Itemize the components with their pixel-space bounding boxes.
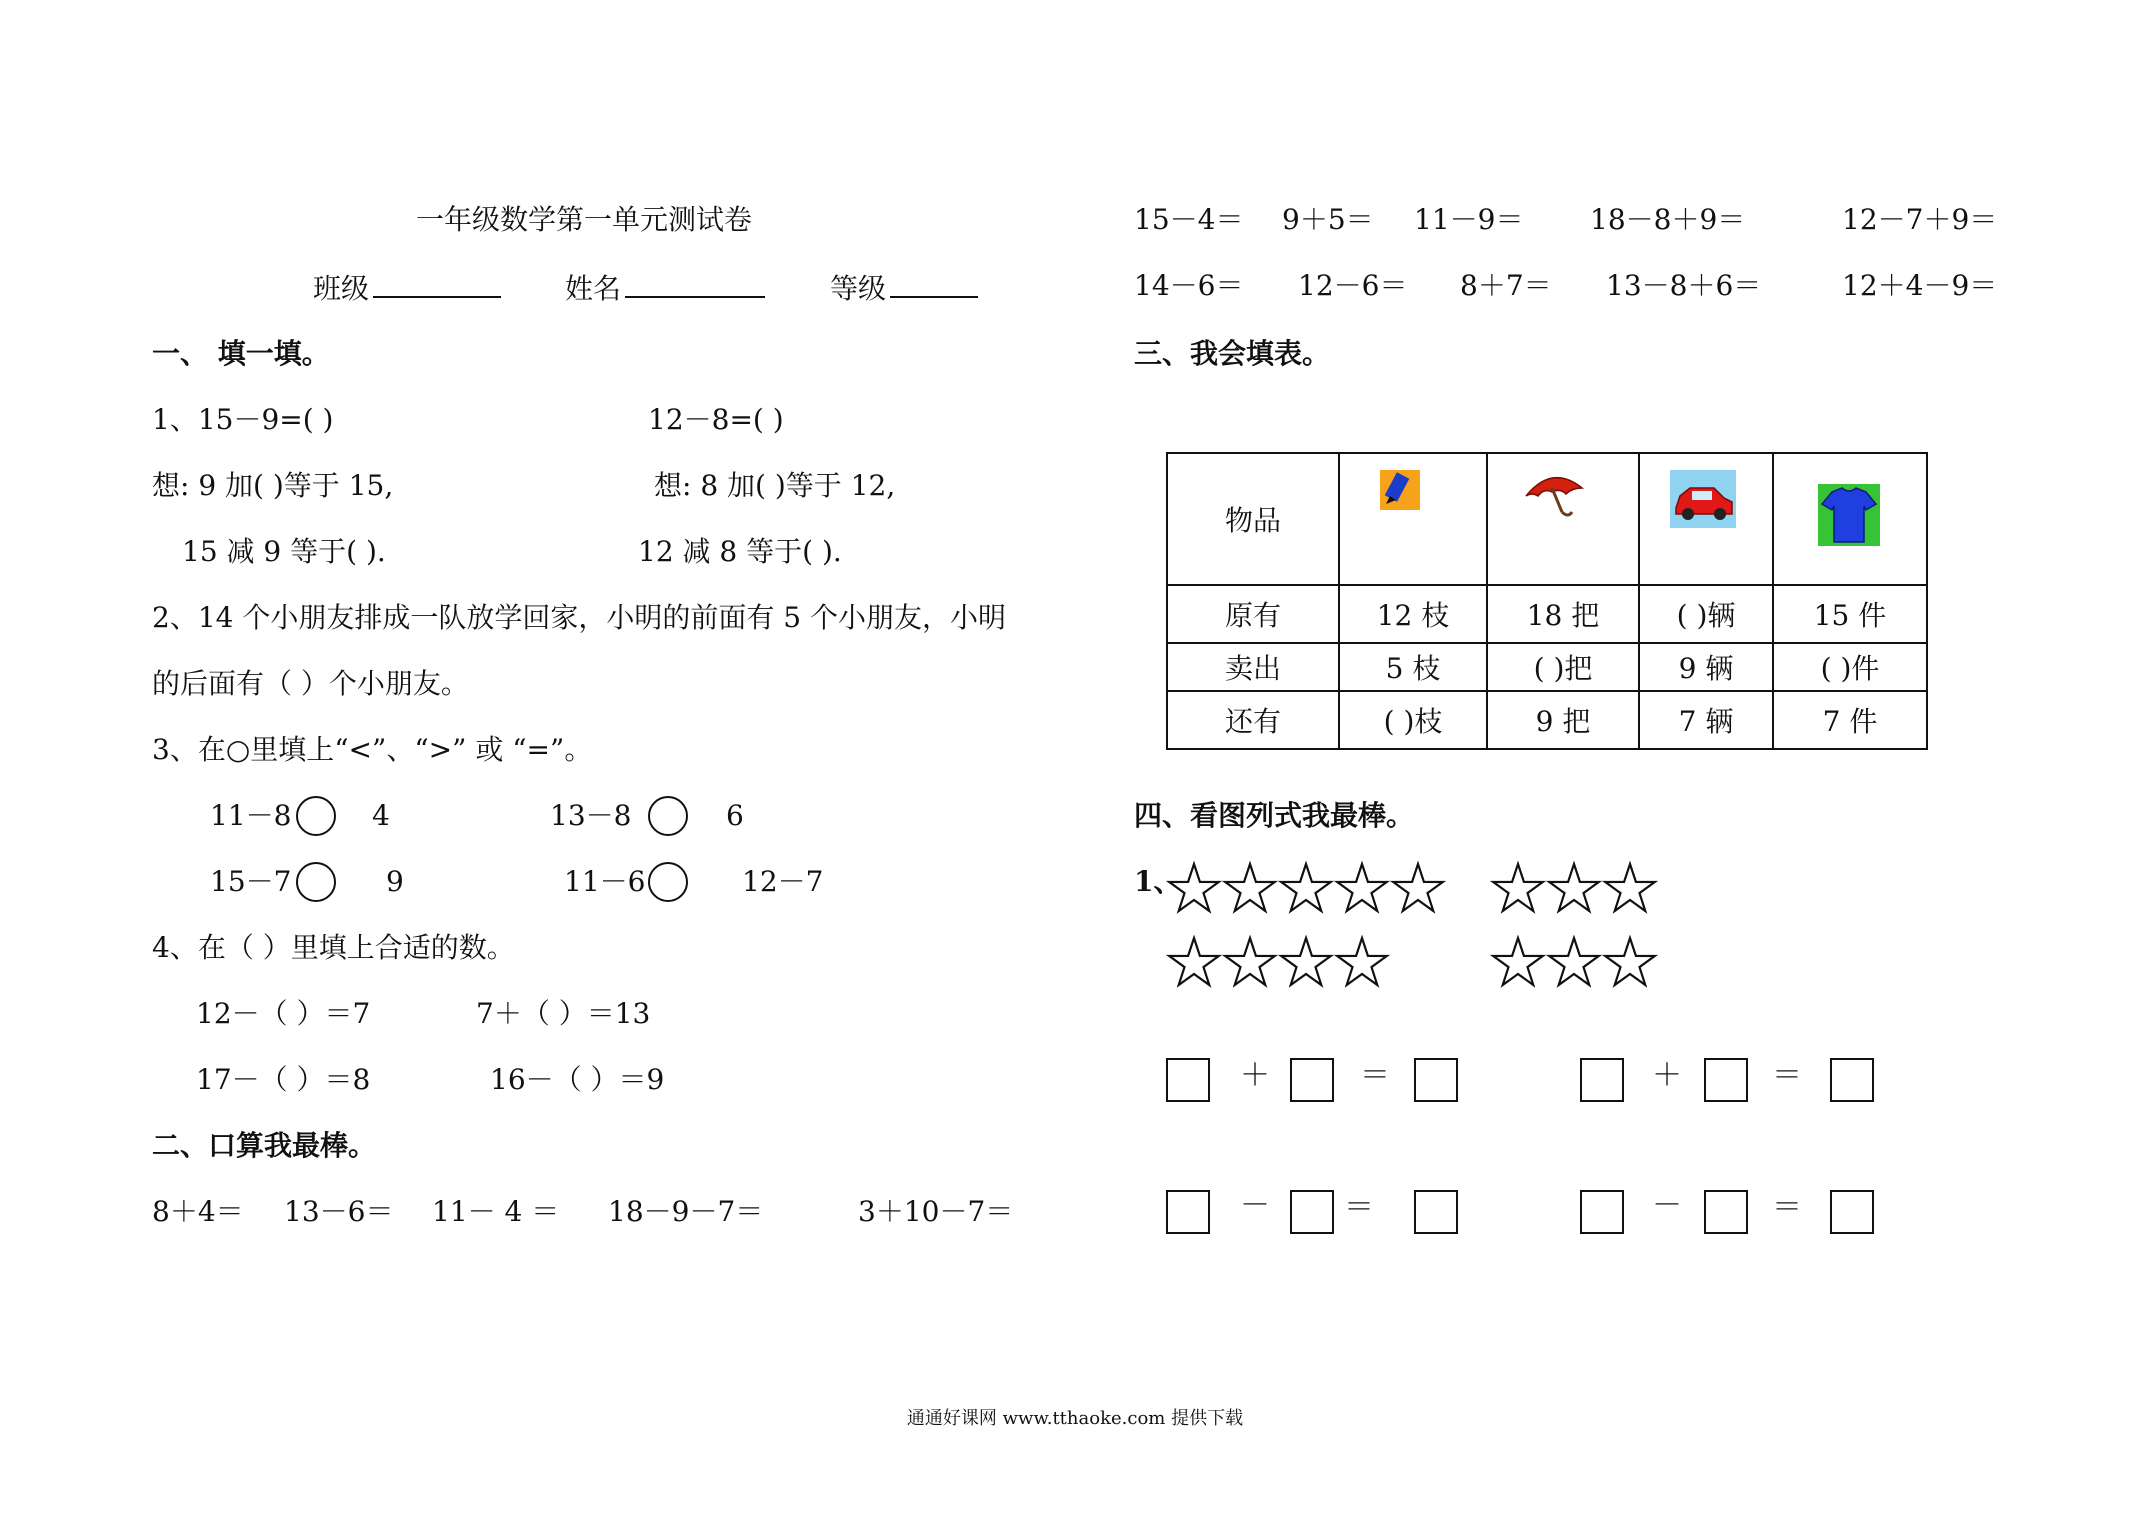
star-icon	[1166, 860, 1222, 920]
answer-box[interactable]	[1414, 1058, 1458, 1102]
pencil-icon	[1380, 470, 1420, 510]
compare-3-right: 9	[386, 865, 404, 898]
star-icon	[1334, 934, 1390, 994]
section-2-heading: 二、口算我最棒。	[152, 1129, 377, 1162]
equals-sign: ＝	[1772, 1058, 1802, 1093]
table-cell: 5 枝	[1339, 643, 1487, 691]
answer-box[interactable]	[1704, 1190, 1748, 1234]
fill-1: 12－（ ）＝7	[196, 997, 371, 1030]
star-icon	[1278, 934, 1334, 994]
q4-instruction: 4、在（ ）里填上合适的数。	[152, 931, 515, 964]
star-icon	[1334, 860, 1390, 920]
star-icon	[1546, 934, 1602, 994]
q1-label: 1、	[1134, 865, 1182, 898]
class-blank[interactable]	[373, 268, 501, 298]
compare-3-left: 15－7	[210, 865, 292, 898]
table-row	[1167, 453, 1927, 585]
star-icon	[1278, 860, 1334, 920]
footer-credit: 通通好课网 www.tthaoke.com 提供下载	[906, 1408, 1244, 1429]
table-header-label: 物品	[1167, 453, 1339, 585]
star-icon	[1490, 860, 1546, 920]
mental-math-1: 8＋4＝	[152, 1195, 244, 1228]
compare-2-left: 13－8	[550, 799, 632, 832]
table-cell[interactable]: ( )枝	[1339, 691, 1487, 749]
fill-3: 17－（ ）＝8	[196, 1063, 371, 1096]
right-math-8: 8＋7＝	[1460, 269, 1552, 302]
plus-sign: ＋	[1652, 1058, 1682, 1093]
answer-box[interactable]	[1580, 1058, 1624, 1102]
answer-box[interactable]	[1704, 1058, 1748, 1102]
right-math-3: 11－9＝	[1414, 203, 1524, 236]
fill-2: 7＋（ ）＝13	[476, 997, 651, 1030]
table-cell[interactable]: ( )把	[1487, 643, 1639, 691]
equals-sign: ＝	[1772, 1190, 1802, 1225]
right-math-6: 14－6＝	[1134, 269, 1244, 302]
equals-sign: ＝	[1360, 1058, 1390, 1093]
compare-1-left: 11－8	[210, 799, 292, 832]
q2-line-2: 的后面有（ ）个小朋友。	[152, 667, 469, 700]
compare-1-circle[interactable]	[296, 796, 336, 836]
mental-math-2: 13－6＝	[284, 1195, 394, 1228]
table-row	[1167, 643, 1927, 691]
right-math-7: 12－6＝	[1298, 269, 1408, 302]
answer-box[interactable]	[1290, 1190, 1334, 1234]
table-row-label: 原有	[1167, 585, 1339, 643]
q1-think-a: 想: 9 加( )等于 15,	[152, 469, 394, 502]
section-4-heading: 四、看图列式我最棒。	[1134, 799, 1415, 832]
compare-4-circle[interactable]	[648, 862, 688, 902]
star-icon	[1546, 860, 1602, 920]
compare-2-circle[interactable]	[648, 796, 688, 836]
table-item-cell	[1339, 453, 1487, 585]
table-cell: 7 辆	[1639, 691, 1773, 749]
answer-box[interactable]	[1166, 1190, 1210, 1234]
compare-1-right: 4	[372, 799, 390, 832]
answer-box[interactable]	[1580, 1190, 1624, 1234]
mental-math-4: 18－9－7＝	[608, 1195, 764, 1228]
table-cell: 18 把	[1487, 585, 1639, 643]
table-cell: 9 把	[1487, 691, 1639, 749]
q3-instruction: 3、在○里填上“<”、“>” 或 “=”。	[152, 733, 593, 766]
right-math-1: 15－4＝	[1134, 203, 1244, 236]
star-icon	[1222, 860, 1278, 920]
car-icon	[1670, 470, 1736, 528]
grade-blank[interactable]	[890, 268, 978, 298]
q1-think-b: 想: 8 加( )等于 12,	[654, 469, 896, 502]
name-blank[interactable]	[625, 268, 765, 298]
compare-4-right: 12－7	[742, 865, 824, 898]
grade-field: 等级	[830, 268, 978, 307]
compare-2-right: 6	[726, 799, 744, 832]
right-math-5: 12－7＋9＝	[1842, 203, 1998, 236]
q1-equation-b: 12－8=( )	[648, 403, 784, 436]
star-icon	[1490, 934, 1546, 994]
q1-minus-a: 15 减 9 等于( ).	[182, 535, 386, 568]
right-math-4: 18－8＋9＝	[1590, 203, 1746, 236]
answer-box[interactable]	[1166, 1058, 1210, 1102]
table-cell: 7 件	[1773, 691, 1927, 749]
answer-box[interactable]	[1830, 1058, 1874, 1102]
equals-sign: ＝	[1344, 1190, 1374, 1225]
minus-sign: －	[1240, 1188, 1270, 1223]
right-math-2: 9＋5＝	[1282, 203, 1374, 236]
right-math-10: 12＋4－9＝	[1842, 269, 1998, 302]
mental-math-3: 11－ 4 ＝	[432, 1195, 560, 1228]
star-icon	[1390, 860, 1446, 920]
mental-math-5: 3＋10－7＝	[858, 1195, 1014, 1228]
plus-sign: ＋	[1240, 1058, 1270, 1093]
table-item-cell	[1639, 453, 1773, 585]
umbrella-icon	[1522, 470, 1586, 520]
right-math-9: 13－8＋6＝	[1606, 269, 1762, 302]
answer-box[interactable]	[1830, 1190, 1874, 1234]
fill-4: 16－（ ）＝9	[490, 1063, 665, 1096]
answer-box[interactable]	[1290, 1058, 1334, 1102]
section-3-heading: 三、我会填表。	[1134, 337, 1331, 370]
table-row-label: 还有	[1167, 691, 1339, 749]
minus-sign: －	[1652, 1188, 1682, 1223]
page-title: 一年级数学第一单元测试卷	[416, 203, 753, 236]
table-row-label: 卖出	[1167, 643, 1339, 691]
compare-3-circle[interactable]	[296, 862, 336, 902]
table-cell: 9 辆	[1639, 643, 1773, 691]
class-field: 班级	[313, 268, 501, 307]
compare-4-left: 11－6	[564, 865, 646, 898]
star-icon	[1166, 934, 1222, 994]
table-item-cell	[1487, 453, 1639, 585]
table-cell: 15 件	[1773, 585, 1927, 643]
table-row	[1167, 691, 1927, 749]
inventory-table	[1166, 452, 1928, 750]
answer-box[interactable]	[1414, 1190, 1458, 1234]
table-item-cell	[1773, 453, 1927, 585]
tshirt-icon	[1818, 484, 1880, 546]
q2-line-1: 2、14 个小朋友排成一队放学回家，小明的前面有 5 个小朋友，小明	[152, 601, 1006, 634]
table-row	[1167, 585, 1927, 643]
table-cell[interactable]: ( )辆	[1639, 585, 1773, 643]
name-field: 姓名	[565, 268, 765, 307]
star-icon	[1222, 934, 1278, 994]
table-cell[interactable]: ( )件	[1773, 643, 1927, 691]
section-1-heading: 一、 填一填。	[152, 337, 330, 370]
star-icon	[1602, 934, 1658, 994]
q1-equation-a: 1、15－9=( )	[152, 403, 334, 436]
star-icon	[1602, 860, 1658, 920]
q1-minus-b: 12 减 8 等于( ).	[638, 535, 842, 568]
table-cell: 12 枝	[1339, 585, 1487, 643]
